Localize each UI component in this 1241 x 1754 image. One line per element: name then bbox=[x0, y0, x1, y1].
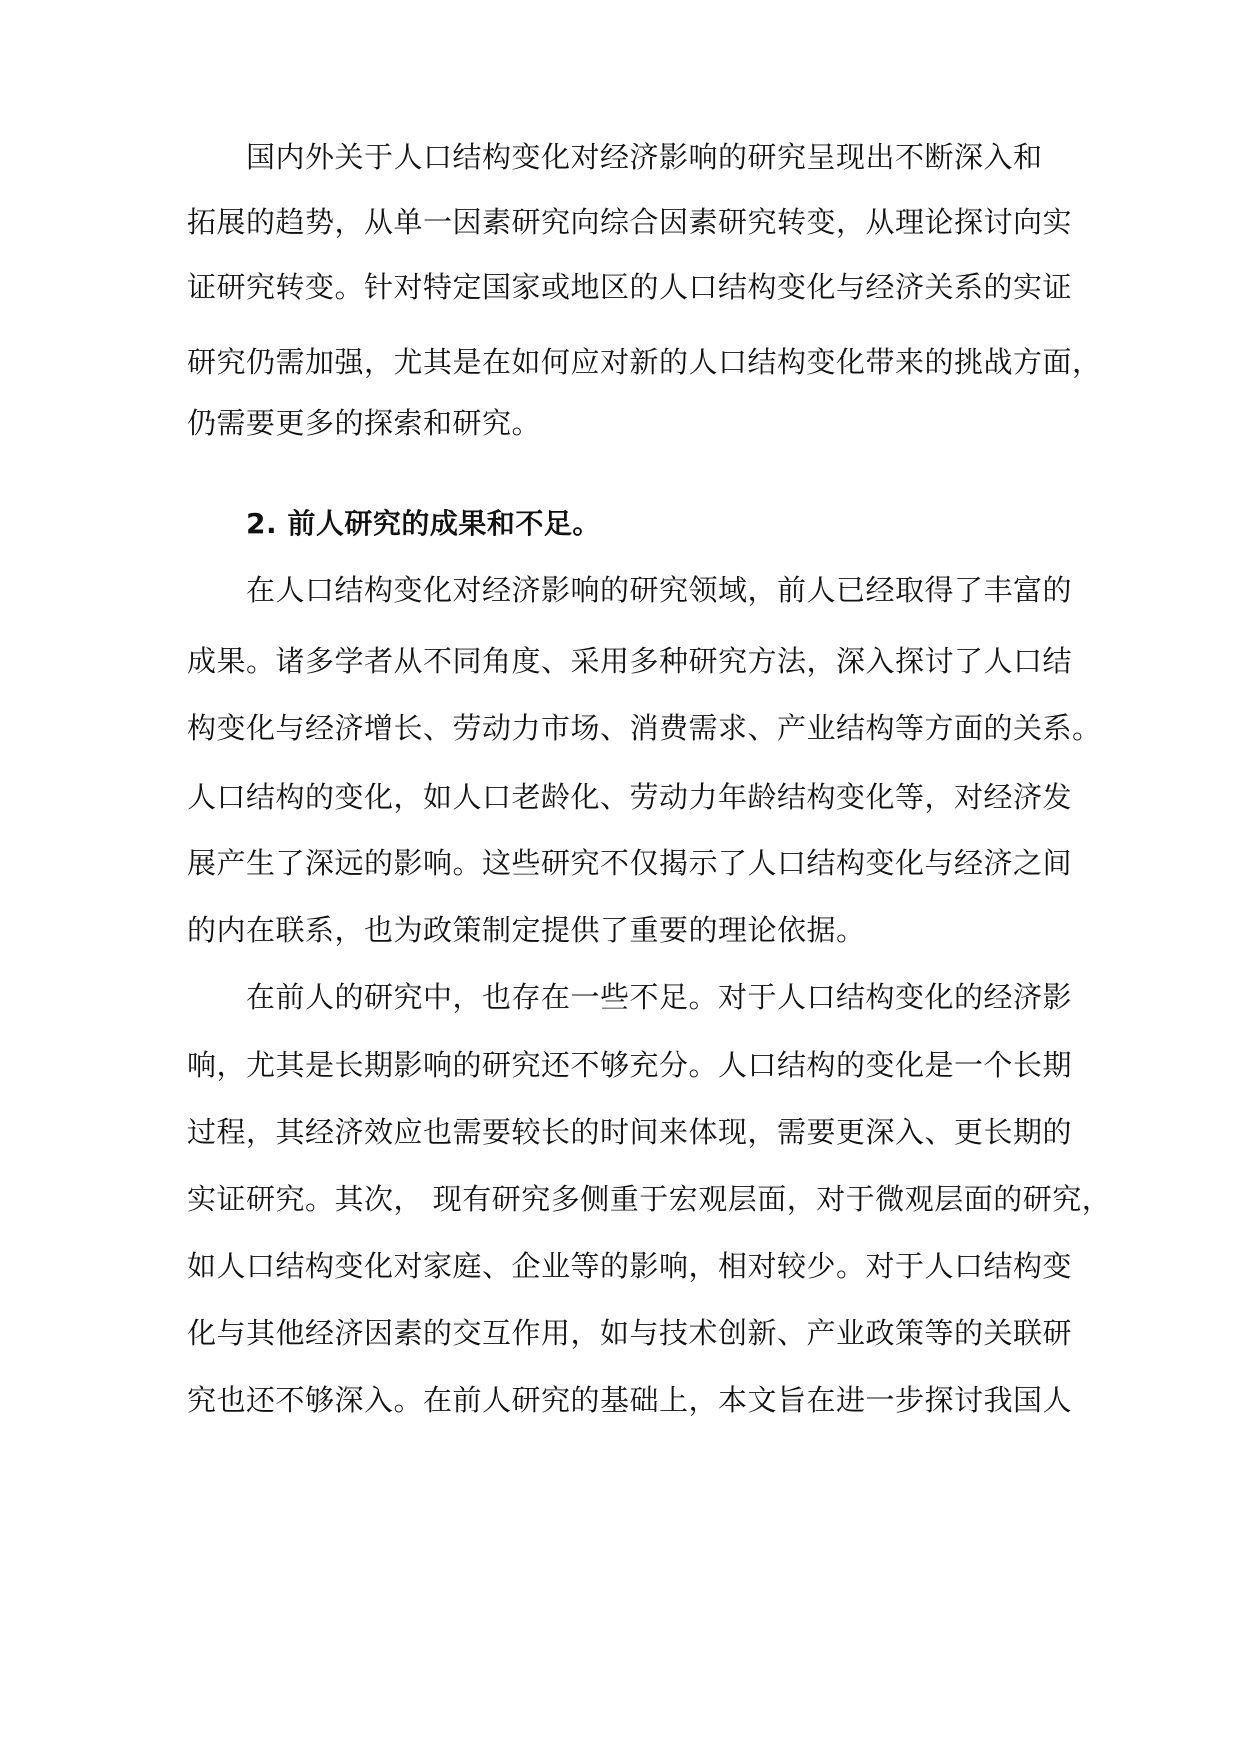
paragraph-line: 响，尤其是长期影响的研究还不够充分。人口结构的变化是一个长期 bbox=[187, 1048, 1073, 1082]
paragraph-line: 构变化与经济增长、劳动力市场、消费需求、产业结构等方面的关系。 bbox=[187, 711, 1102, 745]
paragraph-line: 研究仍需加强，尤其是在如何应对新的人口结构变化带来的挑战方面， bbox=[187, 345, 1102, 379]
section-heading: 2. 前人研究的成果和不足。 bbox=[246, 507, 601, 540]
paragraph-line: 在前人的研究中，也存在一些不足。对于人口结构变化的经济影 bbox=[246, 980, 1073, 1014]
paragraph-line: 实证研究。其次， 现有研究多侧重于宏观层面，对于微观层面的研究， bbox=[187, 1182, 1112, 1216]
paragraph-line: 展产生了深远的影响。这些研究不仅揭示了人口结构变化与经济之间 bbox=[187, 846, 1073, 880]
paragraph-line: 如人口结构变化对家庭、企业等的影响，相对较少。对于人口结构变 bbox=[187, 1249, 1073, 1283]
paragraph-line: 人口结构的变化，如人口老龄化、劳动力年龄结构变化等，对经济发 bbox=[187, 780, 1073, 814]
paragraph-line: 的内在联系，也为政策制定提供了重要的理论依据。 bbox=[187, 913, 866, 947]
paragraph-line: 成果。诸多学者从不同角度、采用多种研究方法，深入探讨了人口结 bbox=[187, 644, 1073, 678]
paragraph-line: 化与其他经济因素的交互作用，如与技术创新、产业政策等的关联研 bbox=[187, 1316, 1073, 1350]
paragraph-line: 仍需要更多的探索和研究。 bbox=[187, 406, 542, 440]
paragraph-line: 过程，其经济效应也需要较长的时间来体现，需要更深入、更长期的 bbox=[187, 1115, 1073, 1149]
paragraph-line: 证研究转变。针对特定国家或地区的人口结构变化与经济关系的实证 bbox=[187, 270, 1073, 304]
paragraph-line: 拓展的趋势，从单一因素研究向综合因素研究转变，从理论探讨向实 bbox=[187, 205, 1073, 239]
paragraph-line: 在人口结构变化对经济影响的研究领域，前人已经取得了丰富的 bbox=[246, 573, 1073, 607]
paragraph-line: 国内外关于人口结构变化对经济影响的研究呈现出不断深入和 bbox=[246, 140, 1043, 174]
paragraph-line: 究也还不够深入。在前人研究的基础上，本文旨在进一步探讨我国人 bbox=[187, 1383, 1073, 1417]
